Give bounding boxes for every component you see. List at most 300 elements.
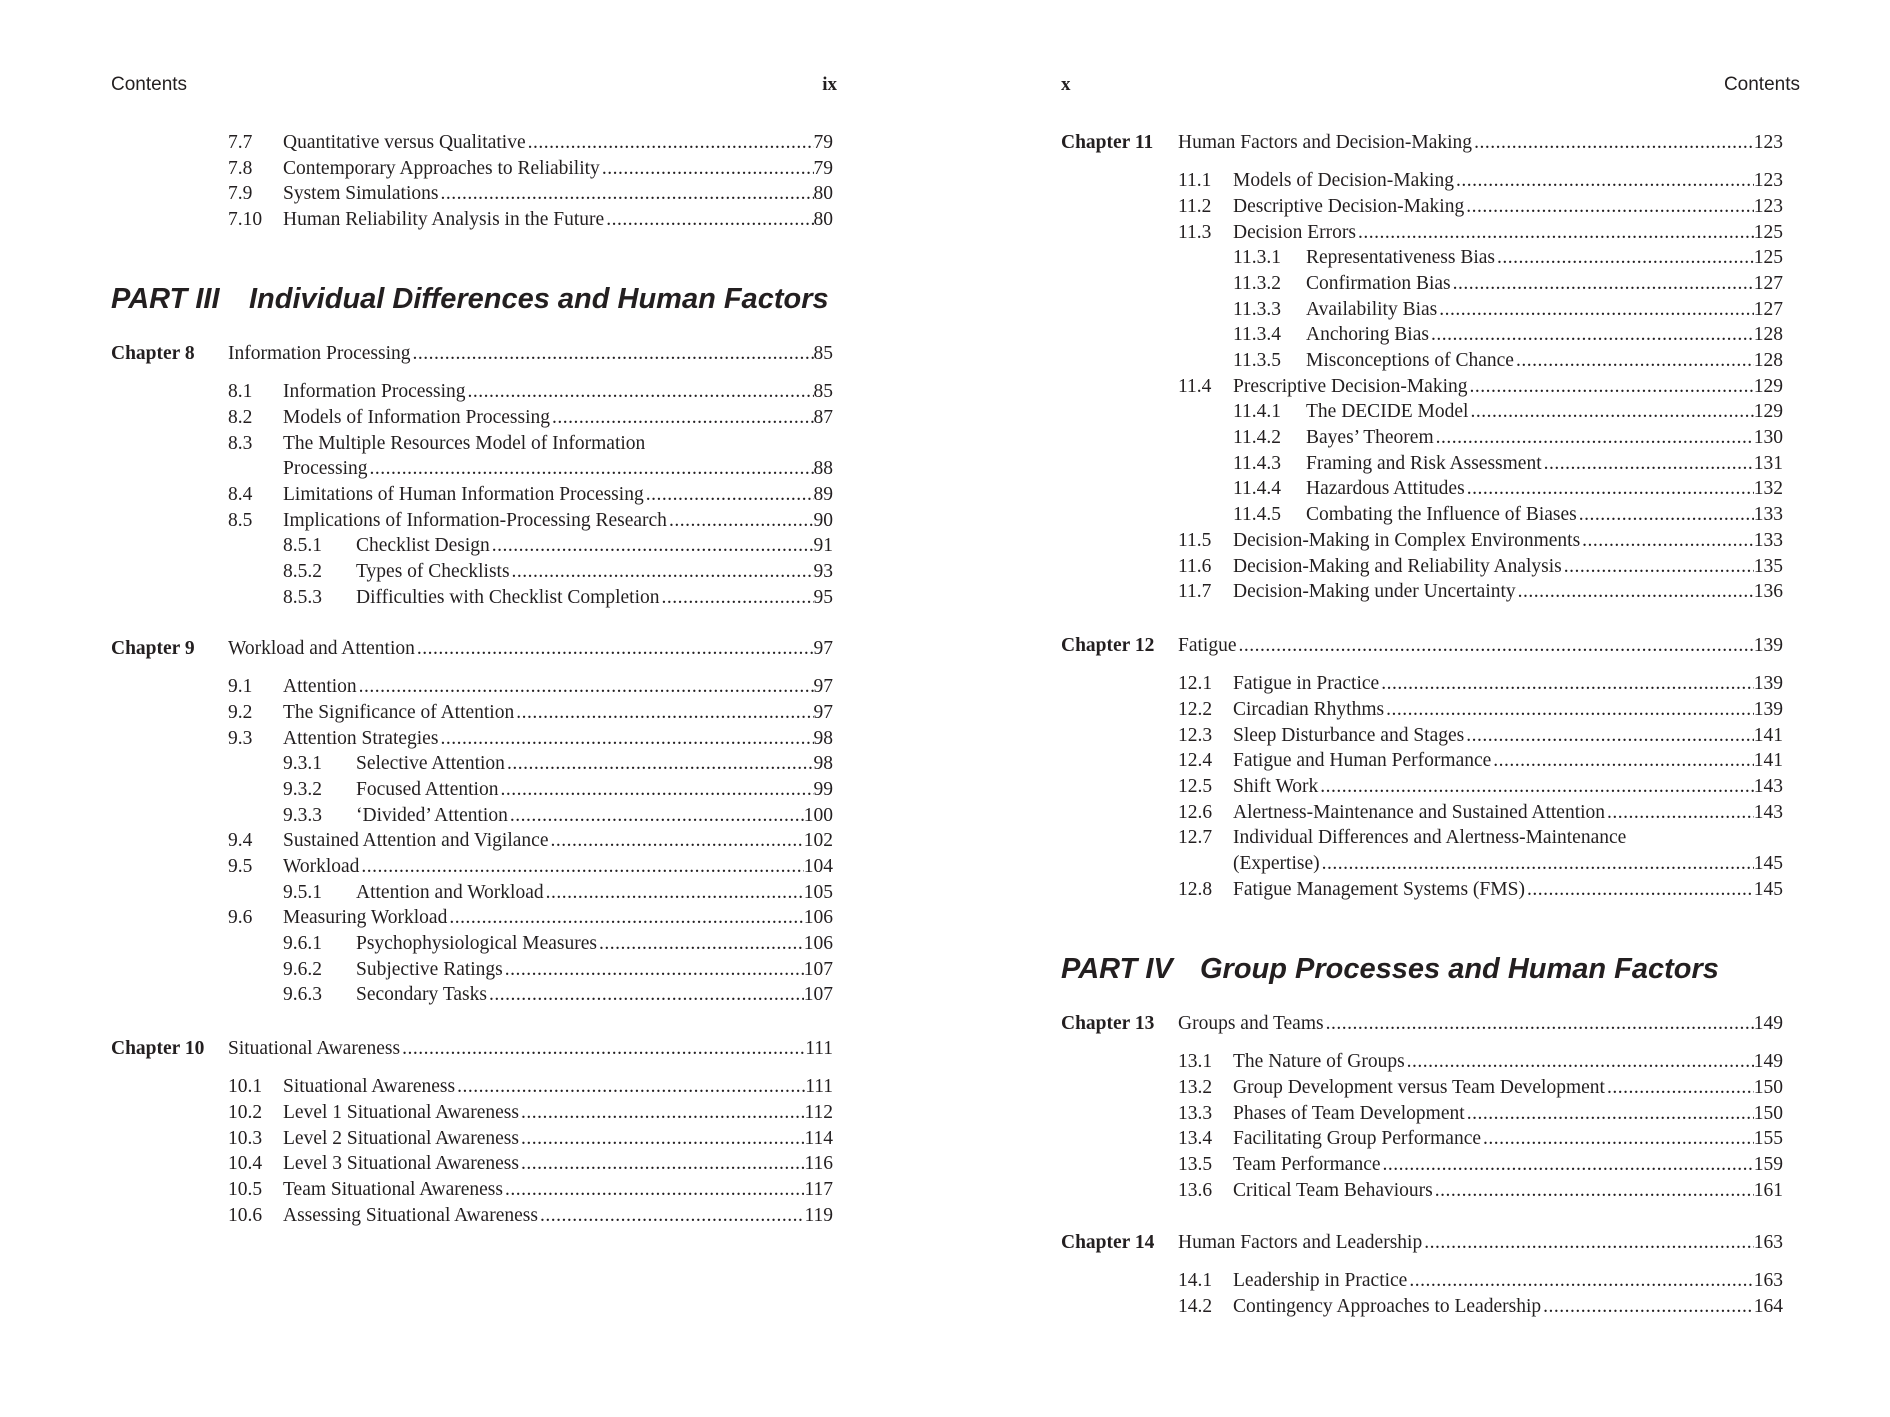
toc-subsection-entry-page: 127 bbox=[1753, 272, 1783, 294]
toc-section-entry[interactable] bbox=[0, 854, 833, 880]
toc-section-entry[interactable] bbox=[950, 528, 1783, 554]
toc-section-entry-title: Models of Decision-Making bbox=[1233, 170, 1454, 192]
toc-section-entry-number: 7.9 bbox=[228, 183, 253, 205]
toc-section-entry[interactable] bbox=[950, 220, 1783, 246]
toc-section-entry-page: 123 bbox=[1753, 170, 1783, 192]
dot-leader bbox=[660, 585, 814, 611]
toc-section-entry-number: 11.1 bbox=[1178, 170, 1212, 192]
part-label: PART III bbox=[111, 283, 220, 315]
dot-leader bbox=[1384, 697, 1754, 723]
toc-section-entry[interactable] bbox=[950, 800, 1783, 826]
toc-section-entry[interactable] bbox=[0, 1177, 833, 1203]
toc-section-entry-number: 12.2 bbox=[1178, 698, 1213, 720]
toc-subsection-entry[interactable] bbox=[950, 271, 1783, 297]
toc-section-entry-title: Descriptive Decision-Making bbox=[1233, 195, 1465, 217]
toc-section-entry-number: 13.1 bbox=[1178, 1051, 1213, 1073]
toc-section-entry[interactable] bbox=[0, 130, 833, 156]
dot-leader bbox=[548, 828, 803, 854]
toc-section-entry[interactable] bbox=[0, 181, 833, 207]
part-label: PART IV bbox=[1061, 953, 1173, 985]
toc-section-entry[interactable] bbox=[0, 405, 833, 431]
dot-leader bbox=[1434, 425, 1754, 451]
right-page bbox=[950, 0, 1850, 1417]
toc-section-entry-number: 9.3 bbox=[228, 727, 253, 749]
toc-section-entry[interactable] bbox=[950, 168, 1783, 194]
toc-section-entry-page: 150 bbox=[1753, 1102, 1783, 1124]
toc-section-entry-number: 9.1 bbox=[228, 676, 253, 698]
toc-section-entry-title: Group Development versus Team Development bbox=[1233, 1076, 1605, 1098]
dot-leader bbox=[1433, 1178, 1754, 1204]
dot-leader bbox=[505, 751, 814, 777]
toc-section-entry-number: 10.5 bbox=[228, 1178, 263, 1200]
toc-section-entry[interactable] bbox=[950, 1126, 1783, 1152]
dot-leader bbox=[1454, 168, 1754, 194]
toc-section-entry-page: 141 bbox=[1753, 724, 1783, 746]
toc-section-entry[interactable] bbox=[0, 700, 833, 726]
toc-section-entry-number: 13.2 bbox=[1178, 1076, 1213, 1098]
toc-section-entry-number: 10.6 bbox=[228, 1204, 263, 1226]
toc-section-entry-title: Measuring Workload bbox=[283, 907, 448, 929]
toc-chapter-entry-number: Chapter 11 bbox=[1061, 132, 1154, 153]
dot-leader bbox=[438, 726, 813, 752]
toc-section-entry-number: 7.8 bbox=[228, 157, 253, 179]
dot-leader bbox=[544, 880, 804, 906]
toc-section-entry-page: 161 bbox=[1753, 1179, 1783, 1201]
toc-section-entry-page: 143 bbox=[1753, 775, 1783, 797]
toc-section-entry-page: 112 bbox=[804, 1101, 833, 1123]
toc-section-entry-title: Fatigue Management Systems (FMS) bbox=[1233, 878, 1525, 900]
toc-chapter-entry-number: Chapter 12 bbox=[1061, 635, 1155, 656]
toc-section-entry-number: 10.1 bbox=[228, 1076, 263, 1098]
toc-chapter-entry-page: 163 bbox=[1753, 1232, 1783, 1253]
toc-subsection-entry-page: 93 bbox=[813, 561, 833, 582]
dot-leader bbox=[600, 156, 814, 182]
toc-section-entry-number: 11.7 bbox=[1178, 581, 1212, 603]
toc-subsection-entry-title: The DECIDE Model bbox=[1306, 401, 1469, 423]
toc-section-entry-number: 8.2 bbox=[228, 406, 253, 428]
dot-leader bbox=[1516, 579, 1754, 605]
toc-section-entry-page: 133 bbox=[1753, 529, 1783, 551]
toc-section-entry[interactable] bbox=[0, 905, 833, 931]
toc-section-entry-title: Decision-Making in Complex Environments bbox=[1233, 529, 1581, 551]
toc-section-entry[interactable] bbox=[0, 207, 833, 233]
toc-chapter-entry[interactable] bbox=[0, 341, 833, 367]
toc-subsection-entry[interactable] bbox=[0, 777, 833, 803]
toc-section-entry-page: 149 bbox=[1753, 1051, 1783, 1073]
toc-subsection-entry[interactable] bbox=[0, 880, 833, 906]
toc-chapter bbox=[0, 341, 833, 610]
toc-section-entry-number: 12.8 bbox=[1178, 878, 1213, 900]
toc-section-entry-number: 12.4 bbox=[1178, 750, 1213, 772]
dot-leader bbox=[1472, 130, 1754, 156]
toc-chapter-entry[interactable] bbox=[950, 1011, 1783, 1037]
toc-subsection-entry[interactable] bbox=[0, 982, 833, 1008]
toc-section-entry[interactable] bbox=[0, 156, 833, 182]
part-heading bbox=[111, 281, 829, 317]
dot-leader bbox=[644, 482, 814, 508]
toc-section-entry-title: Phases of Team Development bbox=[1233, 1102, 1465, 1124]
toc-section-entry[interactable] bbox=[950, 579, 1783, 605]
toc-section-entry-page: 97 bbox=[813, 676, 833, 698]
dot-leader bbox=[1577, 502, 1754, 528]
toc-section-entry[interactable] bbox=[0, 828, 833, 854]
toc-section-entry-title: Fatigue in Practice bbox=[1233, 673, 1380, 695]
toc-subsection-entry[interactable] bbox=[950, 476, 1783, 502]
dot-leader bbox=[1605, 1075, 1754, 1101]
toc-section-entry-title: Limitations of Human Information Processing bbox=[283, 483, 644, 505]
toc-section-entry-continued[interactable] bbox=[950, 851, 1783, 877]
toc-subsection-entry-title: Subjective Ratings bbox=[356, 958, 503, 980]
dot-leader bbox=[490, 533, 814, 559]
toc-subsection-entry-number: 8.5.2 bbox=[283, 561, 322, 582]
toc-section-entry[interactable] bbox=[950, 1152, 1783, 1178]
toc-section-entry-page: 159 bbox=[1753, 1153, 1783, 1175]
toc-section-entry-title: Workload bbox=[283, 856, 360, 877]
toc-section-entry-number: 8.3 bbox=[228, 432, 253, 454]
toc-chapter-entry[interactable] bbox=[950, 633, 1783, 659]
dot-leader bbox=[1464, 723, 1754, 749]
toc-subsection-entry-number: 11.4.5 bbox=[1233, 504, 1282, 526]
toc-section-entry-number: 14.2 bbox=[1178, 1295, 1213, 1317]
toc-section-entry-title: Information Processing bbox=[283, 381, 466, 403]
dot-leader bbox=[1605, 800, 1754, 826]
part-title: Group Processes and Human Factors bbox=[1200, 953, 1719, 985]
toc-subsection-entry-page: 100 bbox=[803, 804, 833, 826]
toc-section-entry-number: 8.1 bbox=[228, 381, 253, 403]
dot-leader bbox=[1451, 271, 1754, 297]
toc-subsection-entry-page: 129 bbox=[1753, 401, 1783, 423]
toc-section-entry-title: Implications of Information-Processing Research bbox=[283, 509, 667, 531]
toc-section-entry-number: 8.4 bbox=[228, 483, 253, 505]
dot-leader bbox=[526, 130, 814, 156]
toc-subsection-entry-title: Combating the Influence of Biases bbox=[1306, 504, 1577, 526]
toc-subsection-entry[interactable] bbox=[950, 451, 1783, 477]
toc-section-entry-title: Individual Differences and Alertness-Maintenance bbox=[1233, 827, 1627, 849]
toc-section-entry-continued[interactable] bbox=[0, 456, 833, 482]
toc-subsection-entry-title: Availability Bias bbox=[1306, 298, 1438, 320]
toc-section-entry-number: 9.5 bbox=[228, 856, 253, 877]
dot-leader bbox=[1491, 748, 1753, 774]
toc-subsection-entry-number: 9.3.1 bbox=[283, 753, 322, 775]
toc-section-entry-page: 117 bbox=[804, 1178, 833, 1200]
toc-subsection-entry-number: 11.3.5 bbox=[1233, 350, 1282, 371]
toc-subsection-entry-number: 8.5.3 bbox=[283, 586, 322, 608]
toc-section-entry-page: 163 bbox=[1753, 1270, 1783, 1292]
toc-subsection-entry[interactable] bbox=[950, 348, 1783, 374]
toc-chapter-entry[interactable] bbox=[950, 1230, 1783, 1256]
toc-subsection-entry-title: Selective Attention bbox=[356, 753, 505, 775]
toc-subsection-entry-page: 131 bbox=[1753, 452, 1783, 474]
toc-section-entry-page: 79 bbox=[813, 132, 833, 153]
toc-section-entry-number: 11.4 bbox=[1178, 375, 1212, 397]
dot-leader bbox=[411, 341, 814, 367]
toc-section-entry-number: 10.2 bbox=[228, 1101, 263, 1123]
toc-section-entry[interactable] bbox=[950, 1049, 1783, 1075]
dot-leader bbox=[466, 379, 814, 405]
page-number: ix bbox=[822, 74, 837, 95]
dot-leader bbox=[1465, 1101, 1754, 1127]
toc-section-entry[interactable] bbox=[950, 194, 1783, 220]
dot-leader bbox=[538, 1203, 805, 1229]
toc-section-list bbox=[0, 130, 833, 233]
dot-leader bbox=[1407, 1268, 1753, 1294]
toc-section-entry-title: The Multiple Resources Model of Information bbox=[283, 432, 646, 454]
toc-section-entry-number: 13.6 bbox=[1178, 1179, 1213, 1201]
toc-section-entry-title: Contingency Approaches to Leadership bbox=[1233, 1295, 1542, 1317]
toc-section-entry-title: Facilitating Group Performance bbox=[1233, 1128, 1482, 1150]
dot-leader bbox=[1437, 297, 1754, 323]
dot-leader bbox=[1422, 1230, 1754, 1256]
left-page bbox=[0, 0, 900, 1417]
toc-subsection-entry-number: 9.3.2 bbox=[283, 778, 322, 800]
toc-chapter-entry-number: Chapter 13 bbox=[1061, 1013, 1155, 1034]
toc-chapter-entry-title: Situational Awareness bbox=[228, 1038, 401, 1059]
dot-leader bbox=[1580, 528, 1754, 554]
toc-section-entry-title: Prescriptive Decision-Making bbox=[1233, 375, 1468, 397]
toc-section-entry-title: Shift Work bbox=[1233, 775, 1319, 797]
dot-leader bbox=[1318, 774, 1753, 800]
toc-section-entry-title: Attention Strategies bbox=[283, 727, 439, 749]
toc-section-entry-page: 145 bbox=[1753, 878, 1783, 900]
toc-section-entry-title: Human Reliability Analysis in the Future bbox=[283, 209, 605, 231]
toc-section-entry-page: 116 bbox=[804, 1153, 833, 1175]
toc-subsection-entry[interactable] bbox=[0, 931, 833, 957]
toc-subsection-entry-number: 11.3.2 bbox=[1233, 272, 1282, 294]
toc-subsection-entry-title: Anchoring Bias bbox=[1306, 324, 1429, 346]
toc-subsection-entry-page: 132 bbox=[1753, 478, 1783, 500]
toc-section-entry[interactable] bbox=[0, 1151, 833, 1177]
part-title: Individual Differences and Human Factors bbox=[249, 283, 829, 315]
toc-subsection-entry[interactable] bbox=[0, 751, 833, 777]
toc-section-entry-continued-page: 145 bbox=[1753, 853, 1783, 874]
toc-section-entry-number: 11.5 bbox=[1178, 529, 1212, 551]
toc-section-entry-number: 13.3 bbox=[1178, 1102, 1213, 1124]
dot-leader bbox=[510, 559, 814, 585]
dot-leader bbox=[604, 207, 813, 233]
toc-subsection-entry-page: 130 bbox=[1753, 427, 1783, 449]
dot-leader bbox=[1514, 348, 1754, 374]
toc-subsection-entry[interactable] bbox=[950, 322, 1783, 348]
toc-chapter-entry-page: 111 bbox=[805, 1038, 833, 1059]
toc-section-entry-title: Models of Information Processing bbox=[283, 406, 551, 428]
toc-section-entry-number: 12.1 bbox=[1178, 673, 1213, 695]
toc-subsection-entry-page: 125 bbox=[1753, 247, 1783, 269]
toc-section-entry-title: Level 1 Situational Awareness bbox=[283, 1101, 519, 1123]
toc-section-entry-number: 10.3 bbox=[228, 1127, 263, 1149]
toc-chapter-entry[interactable] bbox=[0, 1036, 833, 1062]
toc-chapter bbox=[950, 633, 1783, 902]
dot-leader bbox=[1465, 476, 1754, 502]
toc-section-entry-page: 97 bbox=[813, 701, 833, 723]
dot-leader bbox=[597, 931, 804, 957]
toc-section-entry[interactable] bbox=[0, 726, 833, 752]
dot-leader bbox=[519, 1126, 805, 1152]
toc-subsection-entry[interactable] bbox=[950, 502, 1783, 528]
toc-section-entry[interactable] bbox=[0, 431, 833, 457]
toc-subsection-entry[interactable] bbox=[0, 585, 833, 611]
toc-section-entry[interactable] bbox=[0, 482, 833, 508]
toc-section-entry[interactable] bbox=[950, 1178, 1783, 1204]
toc-section-entry-title: Attention bbox=[283, 676, 357, 698]
toc-section-entry[interactable] bbox=[950, 374, 1783, 400]
toc-subsection-entry[interactable] bbox=[0, 803, 833, 829]
toc-section-entry[interactable] bbox=[950, 697, 1783, 723]
toc-subsection-entry-number: 8.5.1 bbox=[283, 535, 322, 557]
toc-section-entry-title: Critical Team Behaviours bbox=[1233, 1179, 1433, 1201]
toc-section-entry-title: The Significance of Attention bbox=[283, 701, 515, 723]
toc-chapter-entry-page: 85 bbox=[813, 343, 833, 364]
part-heading bbox=[1061, 951, 1719, 987]
toc-subsection-entry-number: 11.3.3 bbox=[1233, 298, 1282, 320]
toc-section-entry-title: Team Situational Awareness bbox=[283, 1178, 503, 1200]
toc-subsection-entry[interactable] bbox=[0, 559, 833, 585]
toc-section-entry-page: 123 bbox=[1753, 195, 1783, 217]
toc-subsection-entry[interactable] bbox=[0, 533, 833, 559]
toc-section-entry-title: The Nature of Groups bbox=[1233, 1051, 1405, 1073]
toc-section-entry-number: 13.4 bbox=[1178, 1128, 1213, 1150]
toc-section-entry[interactable] bbox=[950, 1294, 1783, 1320]
toc-subsection-entry-page: 107 bbox=[803, 984, 833, 1006]
toc-section-entry-page: 125 bbox=[1753, 221, 1783, 243]
toc-subsection-entry-number: 11.3.1 bbox=[1233, 247, 1282, 269]
toc-section-entry[interactable] bbox=[0, 508, 833, 534]
dot-leader bbox=[455, 1074, 805, 1100]
toc-chapter-entry-title: Information Processing bbox=[228, 343, 411, 364]
toc-section-entry-title: Quantitative versus Qualitative bbox=[283, 132, 526, 153]
toc-section-entry-page: 143 bbox=[1753, 801, 1783, 823]
toc-section-entry-title: Decision Errors bbox=[1233, 221, 1356, 243]
toc-section-entry-page: 111 bbox=[805, 1076, 833, 1098]
toc-section-entry-page: 102 bbox=[803, 830, 833, 852]
toc-section-entry-page: 85 bbox=[813, 381, 833, 403]
toc-chapter-entry-title: Human Factors and Leadership bbox=[1178, 1232, 1423, 1253]
page-number: x bbox=[1061, 74, 1071, 95]
toc-section-entry-title: Fatigue and Human Performance bbox=[1233, 750, 1492, 772]
toc-section-entry[interactable] bbox=[950, 723, 1783, 749]
toc-section-entry[interactable] bbox=[0, 674, 833, 700]
toc-section-entry-number: 12.5 bbox=[1178, 775, 1213, 797]
toc-subsection-entry-page: 105 bbox=[803, 881, 833, 903]
dot-leader bbox=[447, 905, 803, 931]
toc-chapter-entry-number: Chapter 14 bbox=[1061, 1232, 1155, 1253]
dot-leader bbox=[1320, 851, 1754, 877]
dot-leader bbox=[498, 777, 813, 803]
toc-subsection-entry[interactable] bbox=[950, 297, 1783, 323]
toc-section-entry[interactable] bbox=[0, 379, 833, 405]
toc-section-entry-page: 135 bbox=[1753, 555, 1783, 577]
toc-subsection-entry-page: 106 bbox=[803, 933, 833, 955]
toc-section-entry[interactable] bbox=[0, 1203, 833, 1229]
toc-section-entry-number: 11.6 bbox=[1178, 555, 1212, 577]
toc-chapter bbox=[0, 636, 833, 1008]
toc-subsection-entry[interactable] bbox=[0, 957, 833, 983]
toc-subsection-entry-page: 127 bbox=[1753, 298, 1783, 320]
toc-section-entry[interactable] bbox=[0, 1126, 833, 1152]
toc-chapter bbox=[950, 1230, 1783, 1320]
toc-section-entry-page: 139 bbox=[1753, 698, 1783, 720]
toc-section-entry[interactable] bbox=[950, 748, 1783, 774]
toc-section-entry[interactable] bbox=[950, 554, 1783, 580]
toc-chapter bbox=[0, 1036, 833, 1228]
toc-subsection-entry-page: 133 bbox=[1753, 504, 1783, 526]
toc-subsection-entry-title: Checklist Design bbox=[356, 535, 490, 557]
toc-section-entry-title: Situational Awareness bbox=[283, 1076, 456, 1098]
toc-section-entry-title: Level 2 Situational Awareness bbox=[283, 1127, 519, 1149]
toc-section-entry-page: 79 bbox=[813, 157, 833, 179]
toc-section-entry[interactable] bbox=[950, 671, 1783, 697]
dot-leader bbox=[503, 1177, 805, 1203]
toc-subsection-entry-title: Secondary Tasks bbox=[356, 984, 487, 1006]
toc-section-entry-page: 136 bbox=[1753, 581, 1783, 603]
dot-leader bbox=[400, 1036, 805, 1062]
toc-section-entry-number: 10.4 bbox=[228, 1153, 263, 1175]
toc-section-entry[interactable] bbox=[0, 1074, 833, 1100]
dot-leader bbox=[1237, 633, 1754, 659]
toc-section-entry-page: 164 bbox=[1753, 1295, 1783, 1317]
toc-section-entry-continued-title: Processing bbox=[283, 458, 368, 480]
dot-leader bbox=[1468, 399, 1753, 425]
toc-subsection-entry[interactable] bbox=[950, 425, 1783, 451]
toc-section-entry[interactable] bbox=[950, 774, 1783, 800]
toc-section-entry[interactable] bbox=[950, 877, 1783, 903]
dot-leader bbox=[514, 700, 813, 726]
toc-section-entry-number: 8.5 bbox=[228, 509, 253, 531]
toc-chapter-entry-page: 139 bbox=[1753, 635, 1783, 656]
toc-subsection-entry[interactable] bbox=[950, 399, 1783, 425]
toc-section-entry-page: 150 bbox=[1753, 1076, 1783, 1098]
toc-section-entry[interactable] bbox=[950, 825, 1783, 851]
toc-chapter-entry[interactable] bbox=[950, 130, 1783, 156]
toc-section-entry-continued-title: (Expertise) bbox=[1233, 853, 1320, 874]
toc-subsection-entry[interactable] bbox=[950, 245, 1783, 271]
dot-leader bbox=[1464, 194, 1754, 220]
toc-section-entry-title: Sleep Disturbance and Stages bbox=[1233, 724, 1465, 746]
toc-section-entry[interactable] bbox=[950, 1268, 1783, 1294]
toc-subsection-entry-page: 91 bbox=[813, 535, 833, 557]
toc-subsection-entry-number: 11.4.1 bbox=[1233, 401, 1282, 423]
toc-subsection-entry-title: Types of Checklists bbox=[356, 561, 510, 582]
toc-chapter-entry-page: 97 bbox=[813, 638, 833, 659]
toc-section-entry-title: Decision-Making and Reliability Analysis bbox=[1233, 555, 1562, 577]
toc-chapter-entry-title: Fatigue bbox=[1178, 635, 1237, 656]
toc-chapter-entry-number: Chapter 8 bbox=[111, 343, 195, 364]
dot-leader bbox=[550, 405, 813, 431]
toc-subsection-entry-title: Psychophysiological Measures bbox=[356, 933, 598, 955]
toc-section-entry[interactable] bbox=[950, 1101, 1783, 1127]
toc-subsection-entry-number: 11.4.2 bbox=[1233, 427, 1282, 449]
toc-section-entry-title: Decision-Making under Uncertainty bbox=[1233, 581, 1516, 603]
toc-section-entry-page: 80 bbox=[813, 183, 833, 205]
toc-section-entry[interactable] bbox=[0, 1100, 833, 1126]
dot-leader bbox=[667, 508, 814, 534]
toc-subsection-entry-page: 99 bbox=[813, 778, 833, 800]
dot-leader bbox=[1562, 554, 1754, 580]
dot-leader bbox=[368, 456, 814, 482]
toc-chapter-entry[interactable] bbox=[0, 636, 833, 662]
dot-leader bbox=[508, 803, 804, 829]
toc-chapter-entry-title: Human Factors and Decision-Making bbox=[1178, 132, 1473, 153]
toc-section-entry-number: 13.5 bbox=[1178, 1153, 1213, 1175]
toc-section-entry-page: 80 bbox=[813, 209, 833, 231]
toc-subsection-entry-title: Confirmation Bias bbox=[1306, 272, 1451, 294]
dot-leader bbox=[1481, 1126, 1754, 1152]
toc-subsection-entry-number: 9.6.1 bbox=[283, 933, 322, 955]
toc-section-entry-page: 89 bbox=[813, 483, 833, 505]
toc-section-entry[interactable] bbox=[950, 1075, 1783, 1101]
toc-section-entry-title: Circadian Rhythms bbox=[1233, 698, 1385, 720]
toc-section-entry-title: Alertness-Maintenance and Sustained Attention bbox=[1233, 801, 1606, 823]
toc-section-entry-title: Sustained Attention and Vigilance bbox=[283, 830, 549, 852]
